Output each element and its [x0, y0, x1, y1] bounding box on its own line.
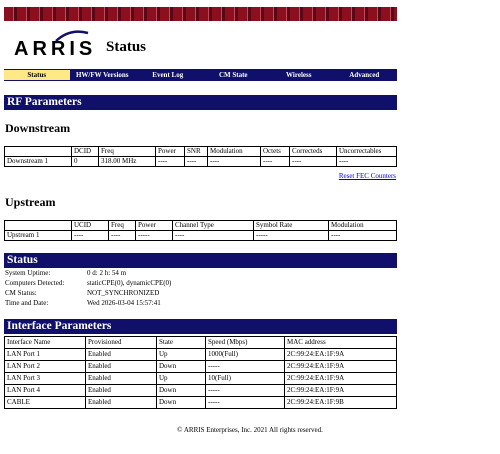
table-cell: LAN Port 4 — [5, 385, 86, 397]
status-row — [5, 298, 171, 308]
tab-hw-fw-versions[interactable]: HW/FW Versions — [75, 71, 129, 79]
table-cell: ----- — [206, 397, 285, 409]
table-cell: Enabled — [86, 361, 157, 373]
table-header: Interface Name — [5, 337, 86, 349]
downstream-heading: Downstream — [5, 121, 71, 135]
table-header: Freq — [99, 147, 156, 157]
status-label: System Uptime: — [5, 269, 51, 277]
interface-table — [4, 336, 397, 409]
table-header: Channel Type — [173, 221, 254, 231]
downstream-table — [4, 146, 397, 167]
status-list — [5, 268, 171, 308]
status-header: Status — [4, 253, 397, 268]
table-cell: ---- — [290, 157, 337, 167]
table-cell: Downstream 1 — [5, 157, 72, 167]
table-cell: ---- — [109, 231, 136, 241]
table-cell: 2C:99:24:EA:1F:9A — [285, 385, 397, 397]
tab-wireless[interactable]: Wireless — [286, 71, 312, 79]
table-cell: Up — [157, 349, 206, 361]
table-header-row — [5, 337, 397, 349]
table-cell: 2C:99:24:EA:1F:9A — [285, 349, 397, 361]
table-header: Provisioned — [86, 337, 157, 349]
table-cell: Down — [157, 397, 206, 409]
table-header: Uncorrectables — [337, 147, 397, 157]
table-cell: CABLE — [5, 397, 86, 409]
table-row — [5, 385, 397, 397]
table-header: Freq — [109, 221, 136, 231]
table-cell: Down — [157, 385, 206, 397]
table-cell: Down — [157, 361, 206, 373]
status-value: NOT_SYNCHRONIZED — [87, 289, 160, 297]
table-header: State — [157, 337, 206, 349]
table-cell: Up — [157, 373, 206, 385]
table-cell: ---- — [329, 231, 397, 241]
table-cell: 2C:99:24:EA:1F:9A — [285, 361, 397, 373]
status-label: Computers Detected: — [5, 279, 65, 287]
table-cell: Enabled — [86, 385, 157, 397]
table-row — [5, 349, 397, 361]
table-row — [5, 397, 397, 409]
table-cell: 2C:99:24:EA:1F:9A — [285, 373, 397, 385]
tab-advanced[interactable]: Advanced — [349, 71, 380, 79]
table-cell: LAN Port 2 — [5, 361, 86, 373]
table-header: Octets — [261, 147, 290, 157]
table-cell: ---- — [156, 157, 185, 167]
arris-logo — [14, 38, 96, 61]
table-cell: ----- — [136, 231, 173, 241]
status-row — [5, 278, 171, 288]
table-cell: ---- — [337, 157, 397, 167]
table-cell: 1000(Full) — [206, 349, 285, 361]
decorative-header-bar — [4, 7, 397, 21]
upstream-heading: Upstream — [5, 195, 56, 209]
footer-copyright: © ARRIS Enterprises, Inc. 2021 All rights reserved. — [177, 426, 323, 434]
table-header: Correcteds — [290, 147, 337, 157]
table-cell: ---- — [185, 157, 208, 167]
table-header: MAC address — [285, 337, 397, 349]
table-header — [5, 221, 72, 231]
table-header: DCID — [72, 147, 99, 157]
table-header-row — [5, 147, 397, 157]
table-cell: ----- — [254, 231, 329, 241]
table-row — [5, 231, 397, 241]
tab-event-log[interactable]: Event Log — [152, 71, 184, 79]
logo-text: ARRIS — [14, 38, 97, 60]
table-header: SNR — [185, 147, 208, 157]
table-cell: ---- — [261, 157, 290, 167]
table-cell: ----- — [206, 385, 285, 397]
table-header: Symbol Rate — [254, 221, 329, 231]
main-nav — [4, 69, 397, 81]
table-cell: Enabled — [86, 397, 157, 409]
status-label: CM Status: — [5, 289, 37, 297]
logo-swoosh-icon — [54, 30, 90, 42]
status-value: Wed 2026-03-04 15:57:41 — [87, 299, 161, 307]
table-cell: Enabled — [86, 373, 157, 385]
table-header-row — [5, 221, 397, 231]
table-cell: ---- — [72, 231, 109, 241]
status-value: staticCPE(0), dynamicCPE(0) — [87, 279, 172, 287]
interface-parameters-header: Interface Parameters — [4, 319, 397, 334]
table-cell: ---- — [208, 157, 261, 167]
table-cell: Enabled — [86, 349, 157, 361]
upstream-table — [4, 220, 397, 241]
table-row — [5, 373, 397, 385]
table-cell: LAN Port 1 — [5, 349, 86, 361]
table-header: Power — [156, 147, 185, 157]
table-row — [5, 361, 397, 373]
table-header — [5, 147, 72, 157]
status-label: Time and Date: — [5, 299, 49, 307]
table-cell: ----- — [206, 361, 285, 373]
table-header: Speed (Mbps) — [206, 337, 285, 349]
tab-cm-state[interactable]: CM State — [218, 71, 248, 79]
status-value: 0 d: 2 h: 54 m — [87, 269, 127, 277]
table-cell: Upstream 1 — [5, 231, 72, 241]
rf-parameters-header: RF Parameters — [4, 95, 397, 110]
reset-fec-counters-link[interactable]: Reset FEC Counters — [338, 172, 396, 180]
table-cell: ---- — [173, 231, 254, 241]
table-header: Modulation — [329, 221, 397, 231]
table-header: Modulation — [208, 147, 261, 157]
status-row — [5, 268, 171, 278]
table-header: UCID — [72, 221, 109, 231]
status-row — [5, 288, 171, 298]
table-cell: 2C:99:24:EA:1F:9B — [285, 397, 397, 409]
table-cell: LAN Port 3 — [5, 373, 86, 385]
table-cell: 0 — [72, 157, 99, 167]
table-header: Power — [136, 221, 173, 231]
table-cell: 318.00 MHz — [99, 157, 156, 167]
page-title: Status — [106, 39, 147, 55]
tab-status[interactable]: Status — [4, 70, 70, 80]
table-row — [5, 157, 397, 167]
table-cell: 10(Full) — [206, 373, 285, 385]
